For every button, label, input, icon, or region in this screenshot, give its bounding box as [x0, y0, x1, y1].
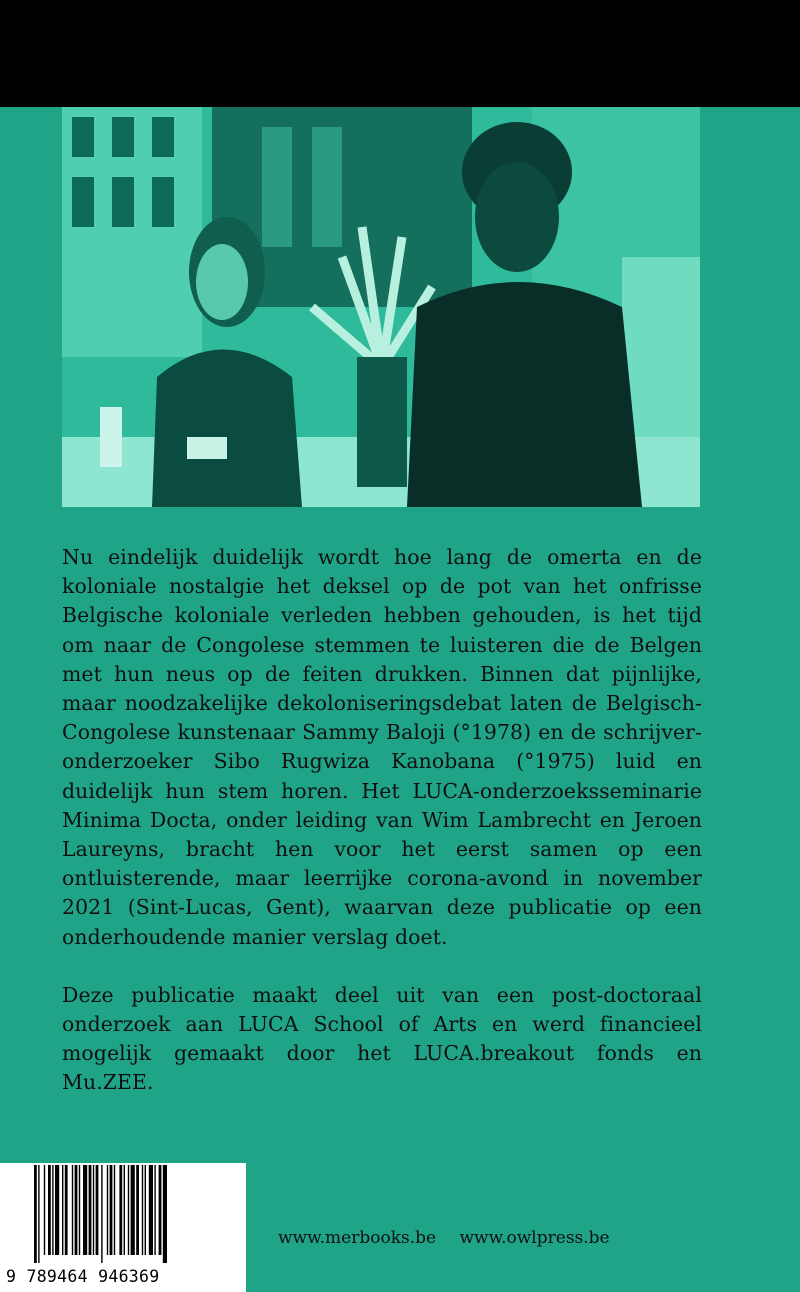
barcode-bar: [79, 1165, 80, 1255]
barcode-bar: [128, 1165, 129, 1255]
barcode-bar: [159, 1165, 162, 1255]
barcode-bar: [96, 1165, 99, 1255]
barcode-bar: [93, 1165, 94, 1255]
barcode-bar: [38, 1165, 39, 1263]
barcode-bar: [75, 1165, 78, 1255]
barcode-bar: [131, 1165, 135, 1255]
owlpress-link[interactable]: www.owlpress.be: [459, 1228, 610, 1248]
barcode-bar: [110, 1165, 113, 1255]
barcode-bar: [62, 1165, 63, 1255]
publisher-urls: [278, 1228, 610, 1248]
barcode-bar: [149, 1165, 153, 1255]
top-black-bar: [0, 0, 800, 107]
isbn-number: 9 789464 946369: [6, 1267, 160, 1286]
barcode-bar: [89, 1165, 92, 1255]
barcode-bar: [65, 1165, 68, 1255]
barcode-bar: [124, 1165, 125, 1255]
cover-photo: [62, 107, 700, 507]
barcode: [0, 1163, 246, 1292]
barcode-bar: [44, 1165, 45, 1255]
barcode-bar: [114, 1165, 115, 1255]
barcode-bar: [107, 1165, 108, 1255]
barcode-bar: [83, 1165, 87, 1255]
barcode-bar: [72, 1165, 73, 1255]
barcode-bar: [101, 1165, 102, 1263]
barcode-bar: [55, 1165, 59, 1255]
blurb-text: [62, 543, 702, 1098]
barcode-bars: [32, 1165, 212, 1263]
barcode-bar: [154, 1165, 155, 1255]
barcode-bar: [136, 1165, 139, 1255]
barcode-bar: [142, 1165, 143, 1255]
barcode-bar: [163, 1165, 167, 1263]
funding-paragraph: Deze publicatie maakt deel uit van een post-doctoraal onderzoek aan LUCA School of Arts en werd financieel mogelijk gemaakt door het LUCA.breakout fonds en Mu.ZEE.: [62, 982, 702, 1095]
barcode-bar: [145, 1165, 146, 1255]
barcode-bar: [34, 1165, 37, 1263]
barcode-bar: [119, 1165, 122, 1255]
merbooks-link[interactable]: www.merbooks.be: [278, 1228, 437, 1248]
blurb-paragraph: Nu eindelijk duidelijk wordt hoe lang de omerta en de koloniale nostalgie het deksel op de pot van het onfrisse Belgische koloniale verleden hebben gehouden, is het tijd om naar de Congolese stemmen te luisteren die de Belgen met hun neus op de feiten drukken. Binnen dat pijnlijke, maar noodzakelijke dekoloniseringsdebat laten de Belgisch-Congolese kunstenaar Sammy Baloji (°1978) en de schrijver-onderzoeker Sibo Rugwiza Kanobana (°1975) luid en duidelijk hun stem horen. Het LUCA-onderzoeksseminarie Minima Docta, onder leiding van Wim Lambrecht en Jeroen Laureyns, bracht hen voor het eerst samen op een ontluisterende, maar leerrijke corona-avond in november 2021 (Sint-Lucas, Gent), waarvan deze publicatie op een onderhoudende manier verslag doet.: [62, 545, 702, 949]
barcode-bar: [48, 1165, 51, 1255]
barcode-bar: [52, 1165, 53, 1255]
